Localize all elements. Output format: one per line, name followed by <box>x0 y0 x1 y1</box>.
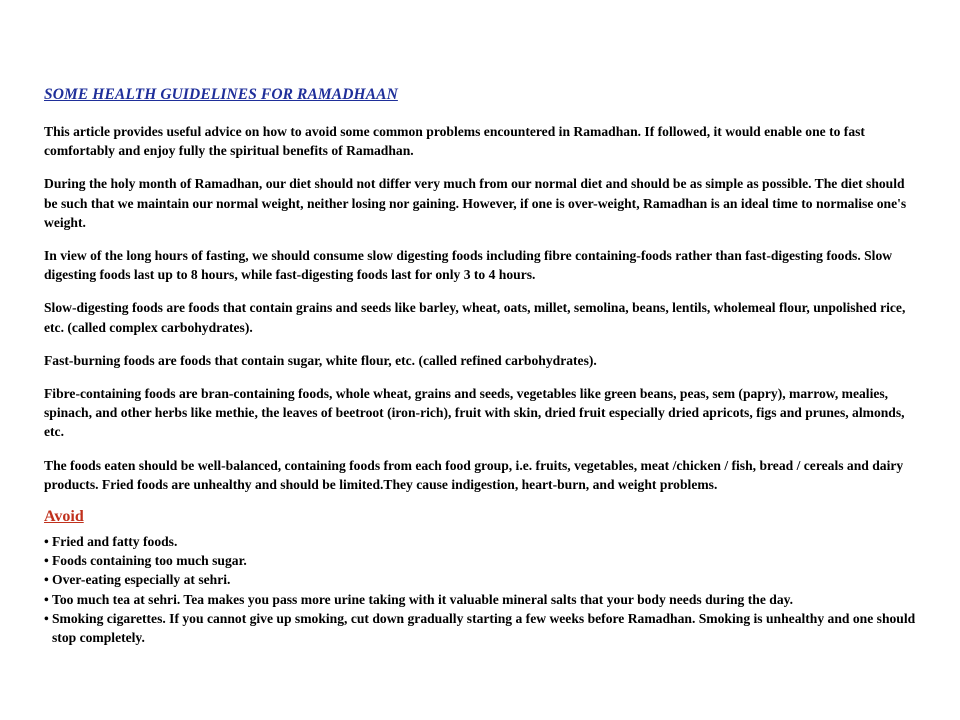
list-item <box>44 551 916 570</box>
list-item-text: Fried and fatty foods. <box>52 534 178 550</box>
list-item <box>44 532 916 551</box>
bullet-icon: • <box>44 572 49 588</box>
bullet-icon: • <box>44 591 49 607</box>
diet-paragraph: During the holy month of Ramadhan, our diet should not differ very much from our normal diet and should be as simple as possible. The diet should be such that we maintain our normal weight, neither losing nor gaining. However, if one is over-weight, Ramadhan is an ideal time to normalise one's weight. <box>44 176 907 230</box>
page-title: SOME HEALTH GUIDELINES FOR RAMADHAAN <box>44 86 398 103</box>
avoid-heading: Avoid <box>44 508 84 526</box>
list-item <box>44 609 916 647</box>
list-item-text: Too much tea at sehri. Tea makes you pass more urine taking with it valuable mineral salts that your body needs during the day. <box>52 591 794 607</box>
slow-digesting-foods-paragraph: Slow-digesting foods are foods that contain grains and seeds like barley, wheat, oats, millet, semolina, beans, lentils, wholemeal flour, unpolished rice, etc. (called complex carbohydrates). <box>44 300 906 335</box>
list-item <box>44 590 916 609</box>
bullet-icon: • <box>44 610 49 626</box>
fast-burning-foods-paragraph: Fast-burning foods are foods that contain sugar, white flour, etc. (called refined carbohydrates). <box>44 352 597 368</box>
bullet-icon: • <box>44 534 49 550</box>
list-item-text: Smoking cigarettes. If you cannot give up smoking, cut down gradually starting a few weeks before Ramadhan. Smoking is unhealthy and one should stop completely. <box>52 610 916 646</box>
intro-paragraph: This article provides useful advice on how to avoid some common problems encountered in Ramadhan. If followed, it would enable one to fast comfortably and enjoy fully the spiritual benefits of Ramadhan. <box>44 124 865 159</box>
list-item <box>44 570 916 589</box>
balanced-diet-paragraph: The foods eaten should be well-balanced, containing foods from each food group, i.e. fruits, vegetables, meat /chicken / fish, bread / cereals and dairy products. Fried foods are unhealthy and should be limited.They cause indigestion, heart-burn, and weight problems. <box>44 457 904 492</box>
list-item-text: Foods containing too much sugar. <box>52 553 247 569</box>
document-page <box>44 86 916 647</box>
list-item-text: Over-eating especially at sehri. <box>52 572 231 588</box>
slow-digesting-overview-paragraph: In view of the long hours of fasting, we should consume slow digesting foods including fibre containing-foods rather than fast-digesting foods. Slow digesting foods last up to 8 hours, while fast-digesting foods last for only 3 to 4 hours. <box>44 248 893 283</box>
avoid-list <box>44 532 916 647</box>
fibre-foods-paragraph: Fibre-containing foods are bran-containing foods, whole wheat, grains and seeds, vegetables like green beans, peas, sem (papry), marrow, mealies, spinach, and other herbs like methie, the leaves of beetroot (iron-rich), fruit with skin, dried fruit especially dried apricots, figs and prunes, almonds, etc. <box>44 386 905 440</box>
bullet-icon: • <box>44 553 49 569</box>
